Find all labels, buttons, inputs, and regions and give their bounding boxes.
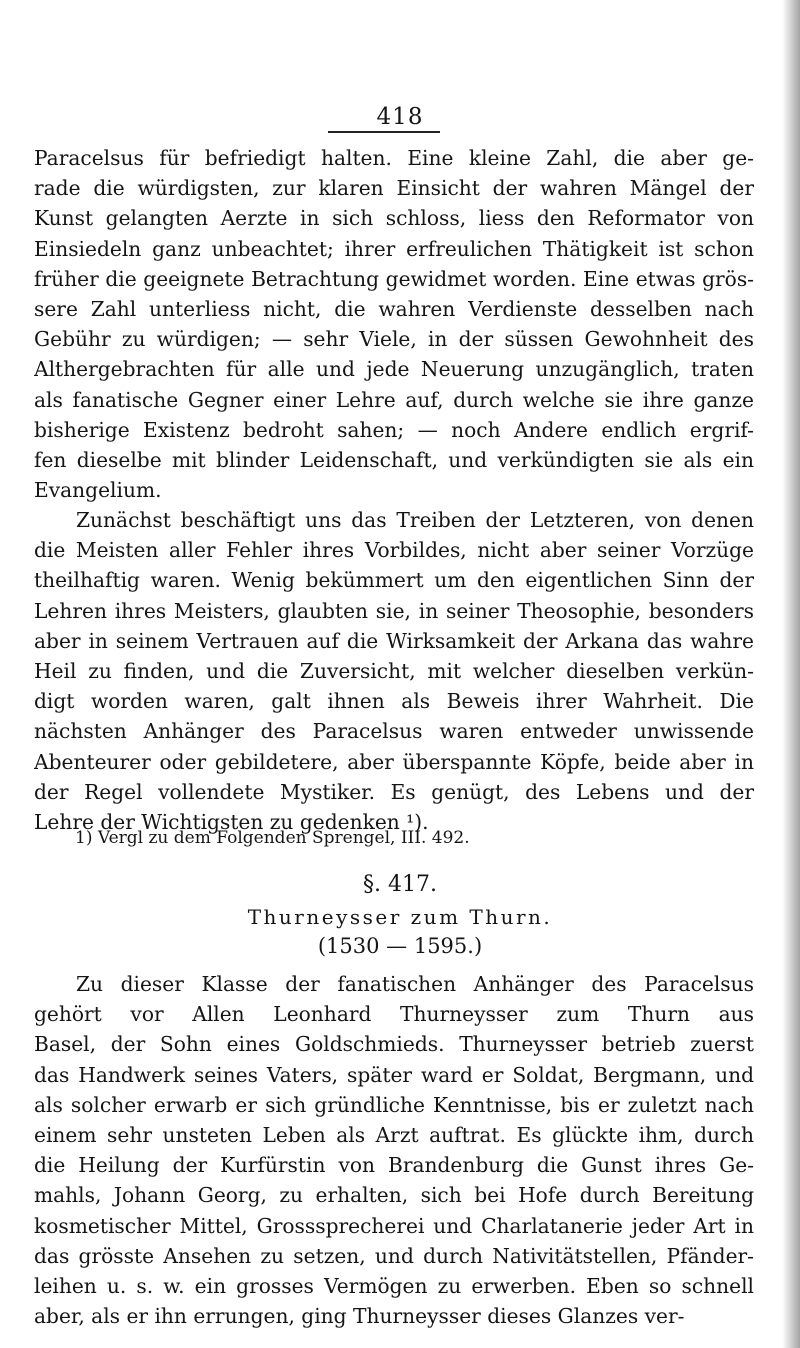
text-line: Althergebrachten für alle und jede Neuerung unzugänglich, traten: [34, 357, 754, 382]
text-line: sere Zahl unterliess nicht, die wahren Verdienste desselben nach: [34, 296, 754, 321]
paragraph-continuation: [34, 143, 754, 505]
text-line: Lehre der Wichtigsten zu gedenken ¹).: [34, 809, 429, 834]
text-line: das grösste Ansehen zu setzen, und durch Nativitätstellen, Pfänder-: [34, 1243, 754, 1268]
text-line: als solcher erwarb er sich gründliche Kenntnisse, bis er zuletzt nach: [34, 1092, 754, 1117]
text-line: aber, als er ihn errungen, ging Thurneysser dieses Glanzes ver-: [34, 1304, 685, 1329]
text-line: Gebühr zu würdigen; — sehr Viele, in der süssen Gewohnheit des: [34, 327, 754, 352]
text-line: einem sehr unsteten Leben als Arzt auftrat. Es glückte ihm, durch: [34, 1122, 754, 1147]
text-line: Abenteurer oder gebildetere, aber überspannte Köpfe, beide aber in: [34, 749, 754, 774]
text-line: gehört vor Allen Leonhard Thurneysser zum Thurn aus: [34, 1002, 754, 1027]
page-edge-shadow: [782, 0, 800, 1348]
text-line: das Handwerk seines Vaters, später ward er Soldat, Bergmann, und: [34, 1062, 754, 1087]
text-line: Paracelsus für befriedigt halten. Eine kleine Zahl, die aber ge-: [34, 146, 754, 170]
section-years: (1530 — 1595.): [317, 934, 483, 958]
paragraph-followers: [34, 505, 754, 837]
text-line: als fanatische Gegner einer Lehre auf, durch welche sie ihre ganze: [34, 387, 754, 412]
text-line: bisherige Existenz bedroht sahen; — noch Andere endlich ergrif-: [34, 417, 754, 442]
text-line: der Regel vollendete Mystiker. Es genügt, des Lebens und der: [34, 779, 754, 804]
text-line: Zu dieser Klasse der fanatischen Anhänger des Paracelsus: [76, 972, 754, 996]
text-line: kosmetischer Mittel, Grosssprecherei und Charlatanerie jeder Art in: [34, 1213, 754, 1238]
page-number-rule: [328, 131, 440, 133]
text-line: Basel, der Sohn eines Goldschmieds. Thurneysser betrieb zuerst: [34, 1032, 754, 1057]
text-line: früher die geeignete Betrachtung gewidmet worden. Eine etwas grös-: [34, 266, 754, 291]
text-line: Einsiedeln ganz unbeachtet; ihrer erfreulichen Thätigkeit ist schon: [34, 236, 754, 261]
page-number: 418: [376, 104, 424, 130]
text-line: die Heilung der Kurfürstin von Brandenburg die Gunst ihres Ge-: [34, 1153, 754, 1178]
text-line: rade die würdigsten, zur klaren Einsicht der wahren Mängel der: [34, 176, 754, 201]
text-line: Kunst gelangten Aerzte in sich schloss, liess den Reformator von: [34, 206, 754, 231]
text-line: Heil zu finden, und die Zuversicht, mit welcher dieselben verkün-: [34, 658, 754, 683]
paragraph-thurneysser: [34, 969, 754, 1331]
text-line: aber in seinem Vertrauen auf die Wirksamkeit der Arkana das wahre: [34, 628, 754, 653]
section-title: Thurneysser zum Thurn.: [247, 905, 553, 929]
text-line: die Meisten aller Fehler ihres Vorbildes, nicht aber seiner Vorzüge: [34, 538, 754, 563]
text-line: theilhaftig waren. Wenig bekümmert um den eigentlichen Sinn der: [34, 568, 754, 593]
text-line: mahls, Johann Georg, zu erhalten, sich bei Hofe durch Bereitung: [34, 1183, 754, 1208]
text-line: digt worden waren, galt ihnen als Beweis ihrer Wahrheit. Die: [34, 689, 754, 714]
text-line: leihen u. s. w. ein grosses Vermögen zu erwerben. Eben so schnell: [34, 1273, 754, 1298]
text-line: Zunächst beschäftigt uns das Treiben der Letzteren, von denen: [76, 508, 754, 532]
text-line: fen dieselbe mit blinder Leidenschaft, und verkündigten sie als ein: [34, 447, 754, 472]
text-line: nächsten Anhänger des Paracelsus waren entweder unwissende: [34, 719, 754, 744]
text-line: Evangelium.: [34, 478, 162, 503]
text-line: Lehren ihres Meisters, glaubten sie, in seiner Theosophie, besonders: [34, 598, 754, 623]
section-number: §. 417.: [363, 872, 437, 897]
footnote: 1) Vergl zu dem Folgenden Sprengel, III. 492.: [75, 828, 470, 848]
